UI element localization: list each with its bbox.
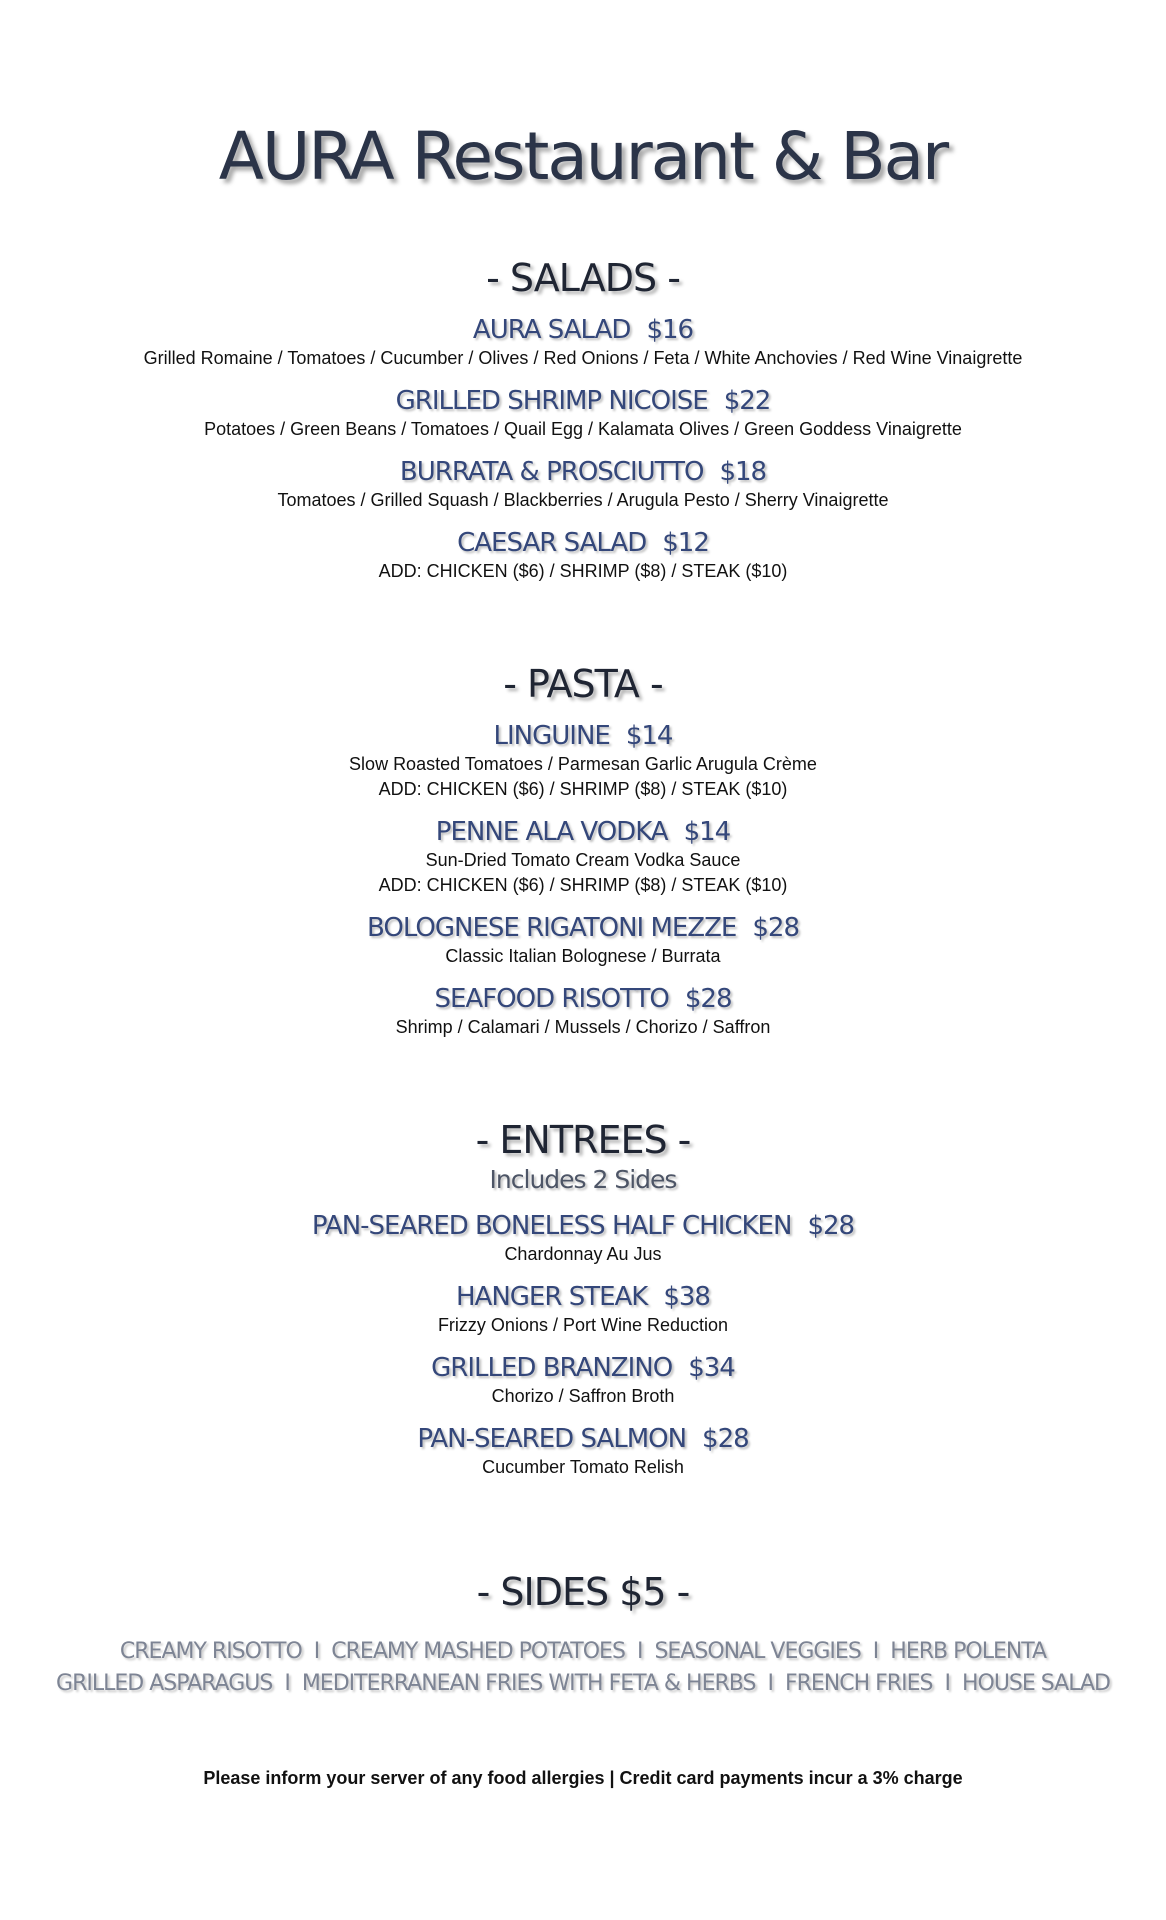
entrees-heading: - ENTREES -: [475, 1118, 691, 1162]
menu-item-description: Shrimp / Calamari / Mussels / Chorizo / Saffron: [395, 1017, 771, 1037]
menu-item-title: [0, 983, 1166, 1015]
menu-item-description: Cucumber Tomato Relish: [482, 1457, 684, 1477]
menu-item-price: $28: [684, 984, 732, 1014]
menu-item-price: $28: [702, 1424, 749, 1454]
salads-section: [0, 256, 1166, 584]
menu-item-name: AURA SALAD: [472, 315, 631, 345]
menu-item-description: Grilled Romaine / Tomatoes / Cucumber / Olives / Red Onions / Feta / White Anchovies / Red Wine Vinaigrette: [143, 348, 1023, 368]
menu-item: [0, 385, 1166, 442]
menu-item-price: $14: [683, 817, 731, 847]
menu-item: [0, 1423, 1166, 1480]
menu-item-name: BURRATA & PROSCIUTTO: [399, 457, 704, 487]
menu-item-name: PAN-SEARED SALMON: [417, 1424, 687, 1454]
side-item: MEDITERRANEAN FRIES WITH FETA & HERBS: [301, 1671, 756, 1696]
menu-item-price: $12: [662, 528, 709, 558]
menu-item-description: Tomatoes / Grilled Squash / Blackberries / Arugula Pesto / Sherry Vinaigrette: [277, 490, 889, 510]
menu-item-title: [0, 456, 1166, 488]
menu-item-name: GRILLED BRANZINO: [431, 1353, 673, 1383]
salads-items: [0, 314, 1166, 584]
menu-item: [0, 912, 1166, 969]
menu-item-price: $38: [663, 1282, 710, 1312]
pasta-heading: - PASTA -: [503, 662, 663, 706]
menu-item: [0, 1210, 1166, 1267]
menu-item: [0, 720, 1166, 802]
sides-heading: - SIDES $5 -: [476, 1570, 690, 1614]
menu-item-title: [0, 1210, 1166, 1242]
entrees-subheading: Includes 2 Sides: [489, 1165, 677, 1194]
side-item: CREAMY MASHED POTATOES: [331, 1639, 625, 1664]
menu-item-name: HANGER STEAK: [456, 1282, 648, 1312]
sides-separator: I: [636, 1639, 643, 1664]
menu-item: [0, 1281, 1166, 1338]
sides-separator: I: [944, 1671, 950, 1696]
sides-line: [0, 1668, 1166, 1700]
menu-item-name: CAESAR SALAD: [457, 528, 647, 558]
sides-line: [0, 1636, 1166, 1668]
pasta-section: [0, 662, 1166, 1040]
side-item: CREAMY RISOTTO: [119, 1639, 302, 1664]
menu-item-price: $28: [752, 913, 800, 943]
menu-item-description: Chorizo / Saffron Broth: [491, 1386, 675, 1406]
menu-item-name: LINGUINE: [493, 721, 610, 751]
menu-item-description: Slow Roasted Tomatoes / Parmesan Garlic Arugula Crème: [349, 754, 817, 774]
side-item: SEASONAL VEGGIES: [654, 1639, 861, 1664]
menu-item-description: Sun-Dried Tomato Cream Vodka Sauce: [425, 850, 741, 870]
restaurant-title: AURA Restaurant & Bar: [218, 118, 948, 195]
entrees-items: [0, 1210, 1166, 1480]
sides-separator: I: [284, 1671, 290, 1696]
pasta-items: [0, 720, 1166, 1040]
salads-heading: - SALADS -: [486, 256, 680, 300]
menu-item-title: [0, 1352, 1166, 1384]
menu-item-price: $28: [807, 1211, 855, 1241]
menu-item: [0, 983, 1166, 1040]
menu-item-title: [0, 720, 1166, 752]
menu-item-description: Potatoes / Green Beans / Tomatoes / Quail Egg / Kalamata Olives / Green Goddess Vinaigrette: [204, 419, 962, 439]
menu-item-price: $18: [719, 457, 767, 487]
menu-item-name: PENNE ALA VODKA: [435, 817, 668, 847]
side-item: FRENCH FRIES: [784, 1671, 933, 1696]
menu-item-description: Classic Italian Bolognese / Burrata: [445, 946, 721, 966]
sides-lines: [0, 1636, 1166, 1700]
menu-item-title: [0, 1281, 1166, 1313]
menu-item-description: ADD: CHICKEN ($6) / SHRIMP ($8) / STEAK ($10): [378, 779, 788, 799]
menu-item: [0, 314, 1166, 371]
menu-item-name: PAN-SEARED BONELESS HALF CHICKEN: [311, 1211, 792, 1241]
sides-separator: I: [313, 1639, 320, 1664]
menu-item-name: GRILLED SHRIMP NICOISE: [395, 386, 708, 416]
menu-item-title: [0, 385, 1166, 417]
menu-item-description: Chardonnay Au Jus: [504, 1244, 662, 1264]
menu-item-price: $22: [723, 386, 771, 416]
menu-item-name: BOLOGNESE RIGATONI MEZZE: [366, 913, 737, 943]
menu-item-title: [0, 912, 1166, 944]
side-item: GRILLED ASPARAGUS: [56, 1671, 273, 1696]
side-item: HOUSE SALAD: [961, 1671, 1110, 1696]
sides-separator: I: [767, 1671, 773, 1696]
menu-item-title: [0, 527, 1166, 559]
side-item: HERB POLENTA: [890, 1639, 1047, 1664]
menu-item: [0, 527, 1166, 584]
allergy-payment-note: Please inform your server of any food allergies | Credit card payments incur a 3% charge: [203, 1768, 963, 1788]
sides-separator: I: [872, 1639, 879, 1664]
menu-item-price: $14: [625, 721, 673, 751]
menu-item: [0, 816, 1166, 898]
menu-item-description: ADD: CHICKEN ($6) / SHRIMP ($8) / STEAK ($10): [378, 875, 788, 895]
menu-item-title: [0, 816, 1166, 848]
menu-item-name: SEAFOOD RISOTTO: [434, 984, 669, 1014]
menu-item-price: $34: [688, 1353, 735, 1383]
menu-item-description: ADD: CHICKEN ($6) / SHRIMP ($8) / STEAK ($10): [378, 561, 788, 581]
menu-item-description: Frizzy Onions / Port Wine Reduction: [437, 1315, 729, 1335]
entrees-section: [0, 1118, 1166, 1480]
menu-item-title: [0, 1423, 1166, 1455]
sides-section: [0, 1570, 1166, 1700]
menu-item-price: $16: [646, 315, 694, 345]
menu-item-title: [0, 314, 1166, 346]
menu-item: [0, 1352, 1166, 1409]
menu-item: [0, 456, 1166, 513]
